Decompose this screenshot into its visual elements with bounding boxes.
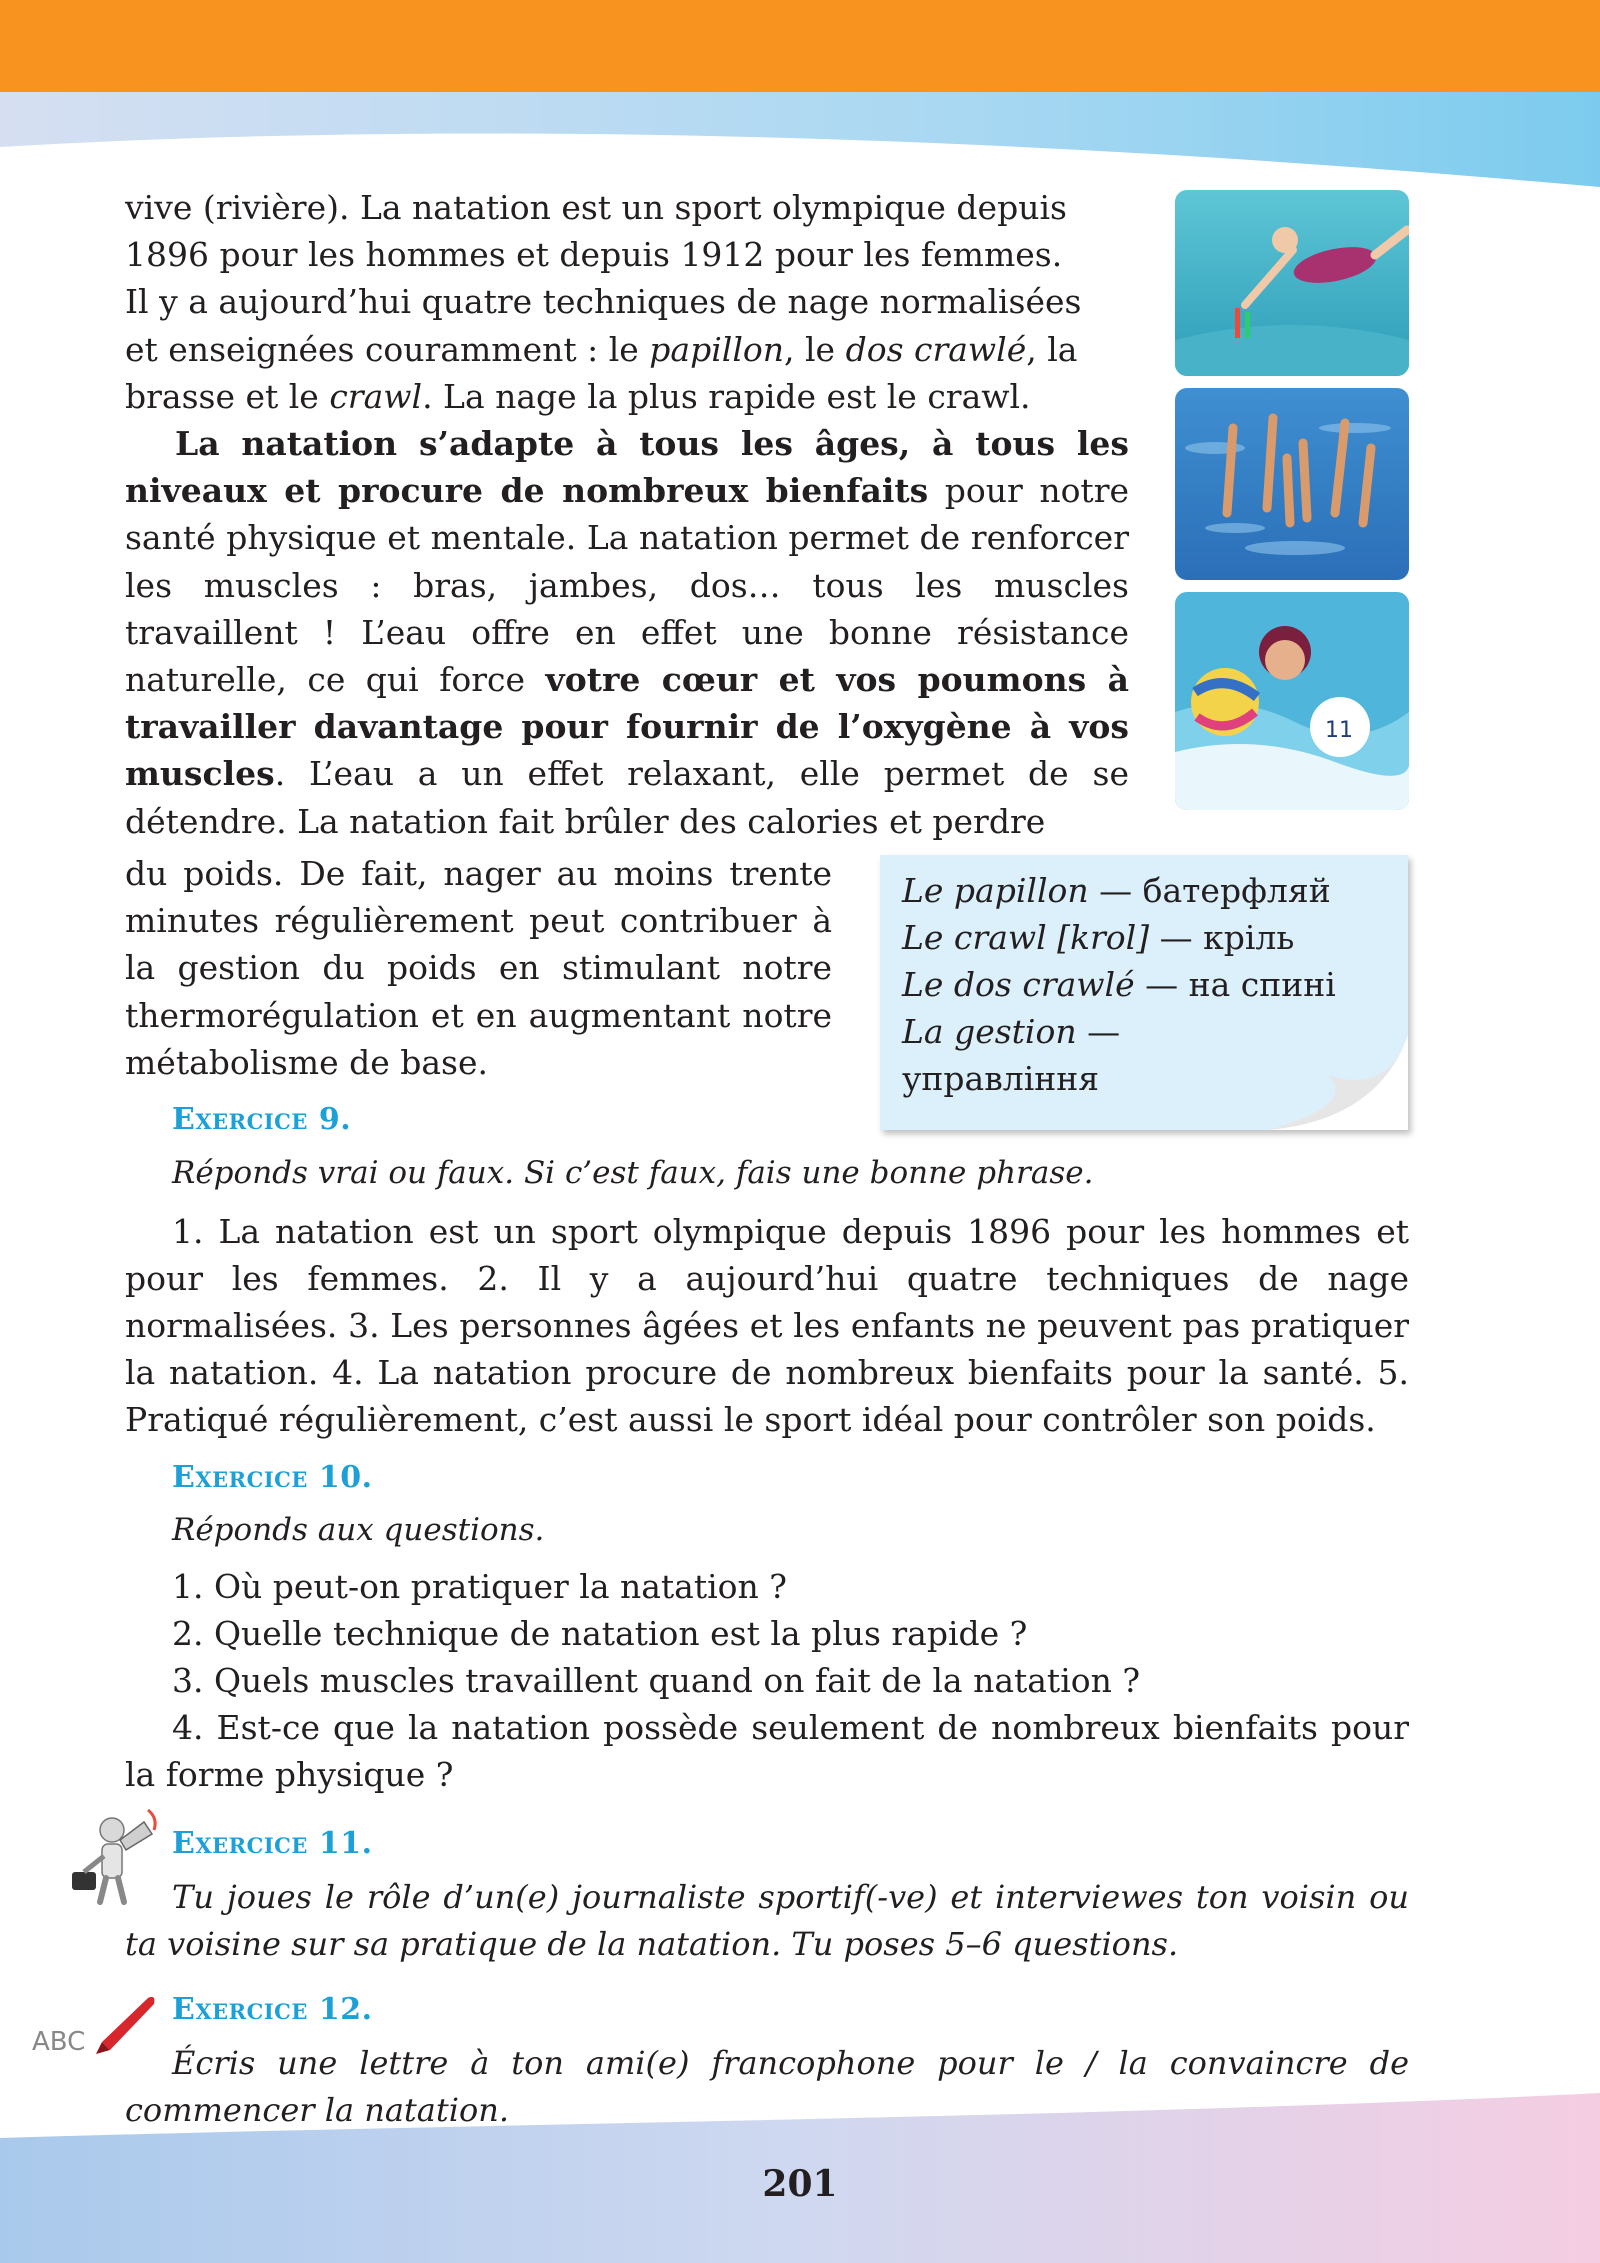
exercise-10-questions — [125, 1563, 1409, 1798]
benefits-paragraph-continued: du poids. De fait, nager au moins trente minutes régulièrement peut contribuer à la gestion du poids en stimulant notre thermorégulation et en augmentant notre métabolisme de base. — [125, 854, 832, 1082]
text-line: Il y a aujourd’hui quatre techniques de nage normalisées — [125, 282, 1082, 322]
svg-text:ABC: ABC — [32, 2027, 86, 2057]
intro-paragraph — [125, 184, 1129, 420]
bold-statement: La natation s’adapte à tous les âges, à tous les niveaux et procure de nombreux bienfaits — [125, 424, 1129, 511]
photo-synchronized-swimming — [1175, 388, 1409, 580]
question-item: 3. Quels muscles travaillent quand on fait de la natation ? — [172, 1661, 1141, 1700]
text-line: 1896 pour les hommes et depuis 1912 pour les femmes. — [125, 235, 1063, 275]
question-item: 1. Où peut-on pratiquer la natation ? — [172, 1567, 787, 1606]
benefits-paragraph: La natation s’adapte à tous les âges, à tous les niveaux et procure de nombreux bienfaits pour notre santé physique et mentale. La natation permet de renforcer les muscles : bras, jambes, dos… tous les muscles travaillent ! L’eau offre en effet une bonne résistance naturelle, ce qui force votre cœur et vos poumons à travailler davantage pour fournir de l’oxygène à vos muscles. L’eau a un effet relaxant, elle permet de se détendre. La natation fait brûler des calories et perdre — [125, 424, 1130, 841]
exercise-10-title: Exercice 10. — [172, 1460, 373, 1495]
exercise-12-title: Exercice 12. — [172, 1992, 373, 2027]
vocab-entry: La gestion — — [902, 1012, 1121, 1051]
exercise-10-instruction: Réponds aux questions. — [172, 1512, 545, 1548]
exercise-12-instruction: Écris une lettre à ton ami(e) francophone pour le / la convaincre de commencer la natation. — [125, 2044, 1409, 2129]
exercise-9-instruction: Réponds vrai ou faux. Si c’est faux, fais une bonne phrase. — [172, 1155, 1094, 1191]
vocab-entry: Le papillon — батерфляй — [902, 871, 1331, 910]
page-number: 201 — [762, 2163, 838, 2205]
text-line: vive (rivière). La natation est un sport olympique depuis — [125, 188, 1067, 227]
exercise-9-title: Exercice 9. — [172, 1102, 352, 1137]
page-curl-icon — [1268, 1035, 1408, 1130]
bold-statement-2: votre cœur et vos poumons à travailler davantage pour fournir de l’oxygène à vos muscles — [125, 660, 1129, 794]
vocab-entry: Le dos crawlé — на спині — [902, 965, 1336, 1004]
vocab-entry: Le crawl [krol] — кріль — [902, 918, 1295, 957]
exercise-11-title: Exercice 11. — [172, 1826, 373, 1861]
question-item: 4. Est-ce que la natation possède seulement de nombreux bienfaits pour la forme physique ? — [125, 1708, 1409, 1794]
text-line: et enseignées couramment : le papillon, le dos crawlé, la — [125, 329, 1078, 369]
vocabulary-note — [880, 855, 1408, 1130]
question-item: 2. Quelle technique de natation est la plus rapide ? — [172, 1614, 1028, 1653]
photo-underwater-swimmer — [1175, 190, 1409, 376]
header-orange-band — [0, 0, 1600, 92]
text-line: brasse et le crawl. La nage la plus rapide est le crawl. — [125, 376, 1031, 416]
photo-water-polo — [1175, 592, 1409, 810]
exercise-11-instruction: Tu joues le rôle d’un(e) journaliste sportif(-ve) et interviewes ton voisin ou ta voisine sur sa pratique de la natation. Tu poses 5–6 questions. — [125, 1878, 1409, 1963]
exercise-9-statements: 1. La natation est un sport olympique depuis 1896 pour les hommes et pour les femmes. 2. Il y a aujourd’hui quatre techniques de nage normalisées. 3. Les personnes âgées et les enfants ne peuvent pas pratiquer la natation. 4. La natation procure de nombreux bienfaits pour la santé. 5. Pratiqué régulièrement, c’est aussi le sport idéal pour contrôler son poids. — [125, 1212, 1409, 1439]
vocab-entry: управління — [902, 1059, 1100, 1098]
svg-text:11: 11 — [1325, 718, 1353, 743]
